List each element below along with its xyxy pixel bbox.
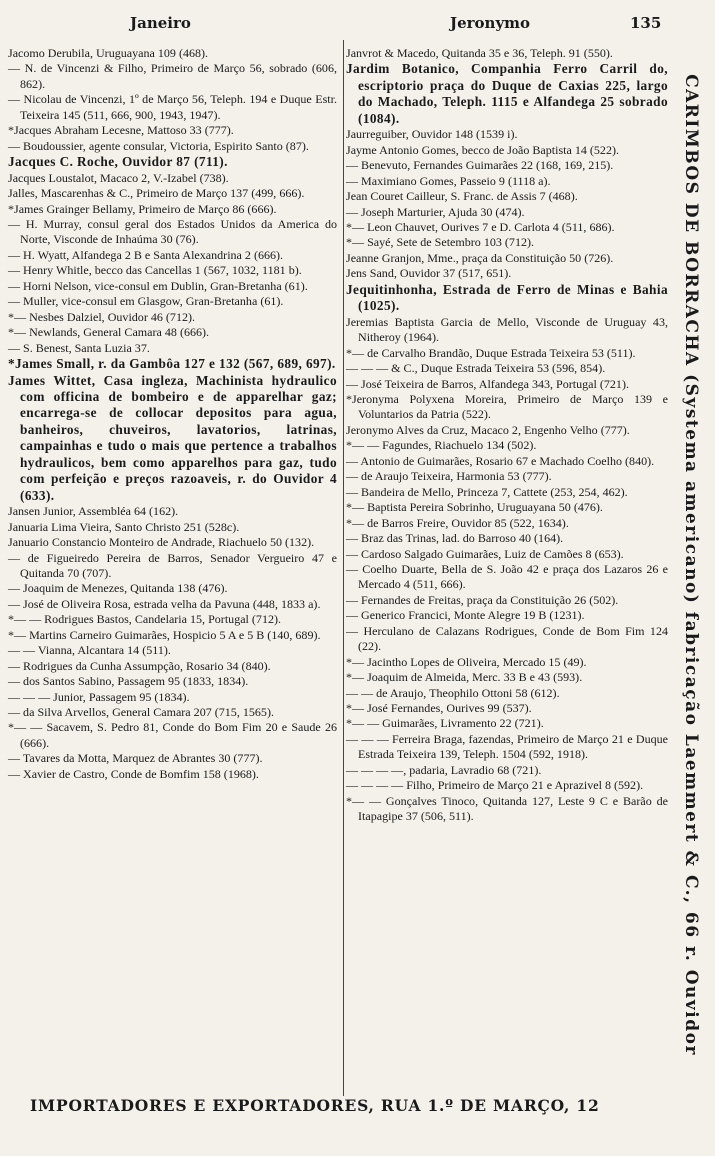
directory-entry: [8, 659, 337, 674]
side-advertisement: [671, 32, 711, 1098]
directory-entry: [8, 310, 337, 325]
entry-text: *— Joaquim de Almeida, Merc. 33 B e 43 (593).: [346, 670, 583, 685]
page-header: [0, 6, 715, 32]
directory-entry: [346, 235, 668, 250]
directory-entry: [346, 346, 668, 361]
directory-entry: [8, 551, 337, 582]
entry-text: Jens Sand, Ouvidor 37 (517, 651).: [346, 266, 512, 281]
directory-entry: [8, 217, 337, 248]
entry-text: — dos Santos Sabino, Passagem 95 (1833, 1834).: [8, 674, 249, 689]
entry-text: — Rodrigues da Cunha Assumpção, Rosario 34 (840).: [8, 658, 271, 673]
entry-text: *James Small, r. da Gambôa 127 e 132 (567, 689, 697).: [8, 356, 336, 372]
directory-entry: [8, 279, 337, 294]
entry-text: *Jeronyma Polyxena Moreira, Primeiro de Março 139 e Voluntarios da Patria (522).: [346, 391, 668, 422]
directory-entry: [346, 377, 668, 392]
directory-entry: [346, 763, 668, 778]
directory-entry: [346, 562, 668, 593]
entry-text: — N. de Vincenzi & Filho, Primeiro de Março 56, sobrado (606, 862).: [8, 61, 337, 91]
directory-entry: [346, 220, 668, 235]
entry-text: — H. Wyatt, Alfandega 2 B e Santa Alexandrina 2 (666).: [8, 247, 284, 262]
entry-text: *— — Gonçalves Tinoco, Quitanda 127, Leste 9 C e Barão de Itapagipe 37 (506, 511).: [346, 793, 668, 824]
directory-entry: [346, 686, 668, 701]
directory-entry: [8, 263, 337, 278]
directory-entry: [8, 767, 337, 782]
directory-entry: [346, 655, 668, 670]
entry-text: — Joseph Marturier, Ajuda 30 (474).: [346, 204, 525, 219]
directory-entry: [8, 535, 337, 550]
directory-entry: [8, 628, 337, 643]
entry-text: — Braz das Trinas, lad. do Barroso 40 (164).: [346, 531, 564, 546]
entry-text: Jeanne Granjon, Mme., praça da Constituição 50 (726).: [346, 250, 614, 265]
entry-text: Janvrot & Macedo, Quitanda 35 e 36, Teleph. 91 (550).: [346, 46, 613, 60]
directory-entry: [346, 61, 668, 127]
entry-text: — Xavier de Castro, Conde de Bomfim 158 (1968).: [8, 766, 259, 781]
entry-text: Januario Constancio Monteiro de Andrade, Riachuelo 50 (132).: [8, 535, 315, 550]
column-divider: [343, 40, 344, 1096]
directory-entry: [346, 423, 668, 438]
entry-text: Jeremias Baptista Garcia de Mello, Visconde de Uruguay 43, Nitheroy (1964).: [346, 314, 668, 345]
entry-text: *— Baptista Pereira Sobrinho, Uruguayana 50 (476).: [346, 500, 603, 515]
directory-entry: [346, 361, 668, 376]
entry-text: — Joaquim de Menezes, Quitanda 138 (476).: [8, 581, 228, 596]
directory-entry: [346, 46, 668, 61]
entry-text: Jalles, Mascarenhas & C., Primeiro de Março 137 (499, 666).: [8, 186, 305, 201]
directory-entry: [346, 794, 668, 825]
entry-text: *— Nesbes Dalziel, Ouvidor 46 (712).: [8, 309, 196, 324]
entry-text: — José de Oliveira Rosa, estrada velha da Pavuna (448, 1833 a).: [8, 596, 321, 611]
entry-text: — — de Araujo, Theophilo Ottoni 58 (612).: [346, 685, 560, 700]
entry-text: James Wittet, Casa ingleza, Machinista hydraulico com officina de bombeiro e de apparelhar gaz; encarrega-se de collocar depositos para agua, banheiros, chuveiros, lavatorios, latrinas, campainhas e tudo o mais que pertence a trabalhos hydraulicos, bem como apparelhos para gaz, tudo com perfeição e preços razoaveis, r. do Ouvidor 4 (633).: [8, 372, 337, 503]
directory-entry: [346, 500, 668, 515]
entry-text: — — — & C., Duque Estrada Teixeira 53 (596, 854).: [346, 361, 606, 376]
entry-text: *— — Sacavem, S. Pedro 81, Conde do Bom Fim 20 e Saude 26 (666).: [8, 720, 337, 750]
directory-entry: [346, 251, 668, 266]
directory-entry: [346, 732, 668, 763]
directory-entry: [346, 547, 668, 562]
entry-text: Jaurreguiber, Ouvidor 148 (1539 i).: [346, 127, 518, 142]
right-column: [346, 46, 668, 825]
left-column: [8, 46, 337, 782]
entry-text: Jansen Junior, Assembléa 64 (162).: [8, 504, 179, 519]
entry-text: — Horni Nelson, vice-consul em Dublin, Gran-Bretanha (61).: [8, 278, 308, 293]
directory-entry: [346, 282, 668, 315]
directory-entry: [8, 154, 337, 170]
directory-entry: [346, 315, 668, 346]
entry-text: — Generico Francici, Monte Alegre 19 B (1231).: [346, 608, 585, 623]
entry-text: — Boudoussier, agente consular, Victoria, Espirito Santo (87).: [8, 138, 309, 153]
entry-text: — Benevuto, Fernandes Guimarães 22 (168, 169, 215).: [346, 158, 614, 173]
directory-entry: [346, 174, 668, 189]
side-banner-text: CARIMBOS DE BORRACHA (Systema americano) fabricação Laemmert & C., 66 r. Ouvidor: [681, 74, 702, 1056]
entry-text: — José Teixeira de Barros, Alfandega 343, Portugal (721).: [346, 376, 629, 391]
directory-entry: [8, 341, 337, 356]
directory-entry: [8, 643, 337, 658]
entry-text: *— de Carvalho Brandão, Duque Estrada Teixeira 53 (511).: [346, 345, 636, 360]
directory-entry: [346, 670, 668, 685]
directory-entry: [8, 325, 337, 340]
entry-text: — H. Murray, consul geral dos Estados Unidos da America do Norte, Visconde de Inhaúma 30 (76).: [8, 216, 337, 247]
entry-text: *— — Rodrigues Bastos, Candelaria 15, Portugal (712).: [8, 612, 282, 627]
directory-entry: [346, 266, 668, 281]
directory-entry: [346, 593, 668, 608]
entry-text: Jacomo Derubila, Uruguayana 109 (468).: [8, 46, 209, 60]
directory-entry: [346, 531, 668, 546]
directory-entry: [346, 701, 668, 716]
entry-text: *— Martins Carneiro Guimarães, Hospicio 5 A e 5 B (140, 689).: [8, 627, 321, 642]
directory-entry: [346, 485, 668, 500]
directory-entry: [8, 674, 337, 689]
entry-text: — da Silva Arvellos, General Camara 207 (715, 1565).: [8, 705, 274, 720]
entry-text: — Henry Whitle, becco das Cancellas 1 (567, 1032, 1181 b).: [8, 263, 302, 278]
entry-text: Jacques C. Roche, Ouvidor 87 (711).: [8, 154, 228, 170]
entry-text: — Herculano de Calazans Rodrigues, Conde de Bom Fim 124 (22).: [346, 623, 668, 654]
directory-entry: [346, 143, 668, 158]
entry-text: — Bandeira de Mello, Princeza 7, Cattete (253, 254, 462).: [346, 484, 628, 499]
entry-text: — Coelho Duarte, Bella de S. João 42 e praça dos Lazaros 26 e Mercado 4 (511, 666).: [346, 561, 668, 592]
directory-entry: [8, 61, 337, 92]
directory-entry: [346, 454, 668, 469]
entry-text: — Fernandes de Freitas, praça da Constituição 26 (502).: [346, 592, 619, 607]
footer-advertisement: IMPORTADORES E EXPORTADORES, RUA 1.º DE MARÇO, 12: [30, 1096, 600, 1115]
directory-entry: [8, 356, 337, 372]
entry-text: Jardim Botanico, Companhia Ferro Carril do, escriptorio praça do Duque de Caxias 225, largo do Machado, Teleph. 1115 e Alfandega 25 sobrado (1084).: [346, 61, 668, 126]
directory-entry: [8, 581, 337, 596]
directory-entry: [346, 778, 668, 793]
directory-entry: [346, 127, 668, 142]
directory-entry: [8, 202, 337, 217]
entry-text: *— Newlands, General Camara 48 (666).: [8, 325, 210, 340]
entry-text: — de Araujo Teixeira, Harmonia 53 (777).: [346, 469, 552, 484]
entry-text: — — — —, padaria, Lavradio 68 (721).: [346, 762, 542, 777]
directory-entry: [346, 469, 668, 484]
directory-entry: [8, 171, 337, 186]
directory-entry: [346, 624, 668, 655]
directory-entry: [346, 608, 668, 623]
directory-entry: [8, 720, 337, 751]
directory-entry: [8, 123, 337, 138]
directory-entry: [8, 186, 337, 201]
directory-entry: [8, 705, 337, 720]
directory-entry: [346, 158, 668, 173]
directory-entry: [346, 392, 668, 423]
entry-text: Jean Couret Cailleur, S. Franc. de Assis 7 (468).: [346, 189, 578, 204]
entry-text: Jacques Loustalot, Macaco 2, V.-Izabel (738).: [8, 170, 229, 185]
entry-text: *— — Fagundes, Riachuelo 134 (502).: [346, 438, 537, 453]
entry-text: Jequitinhonha, Estrada de Ferro de Minas e Bahia (1025).: [346, 281, 668, 314]
directory-entry: [8, 504, 337, 519]
entry-text: *— Jacintho Lopes de Oliveira, Mercado 15 (49).: [346, 654, 587, 669]
directory-entry: [8, 139, 337, 154]
entry-text: — Cardoso Salgado Guimarães, Luiz de Camões 8 (653).: [346, 546, 624, 561]
entry-text: — Nicolau de Vincenzi, 1º de Março 56, Teleph. 194 e Duque Estr. Teixeira 145 (511, 666, 900, 1943, 1947).: [8, 92, 337, 122]
directory-entry: [8, 373, 337, 505]
directory-entry: [8, 92, 337, 123]
directory-entry: [346, 438, 668, 453]
directory-entry: [8, 751, 337, 766]
entry-text: — Maximiano Gomes, Passeio 9 (1118 a).: [346, 173, 551, 188]
entry-text: *— Sayé, Sete de Setembro 103 (712).: [346, 235, 535, 250]
directory-entry: [8, 597, 337, 612]
entry-text: Jeronymo Alves da Cruz, Macaco 2, Engenho Velho (777).: [346, 422, 630, 437]
entry-text: — Tavares da Motta, Marquez de Abrantes 30 (777).: [8, 751, 263, 766]
entry-text: — — — Ferreira Braga, fazendas, Primeiro de Março 21 e Duque Estrada Teixeira 139, Teleph. 1504 (592, 1918).: [346, 731, 668, 762]
entry-text: *— — Guimarães, Livramento 22 (721).: [346, 716, 544, 731]
running-head-month: Janeiro: [130, 14, 191, 32]
directory-entry: [8, 46, 337, 61]
directory-entry: [8, 520, 337, 535]
directory-entry: [8, 612, 337, 627]
directory-entry: [346, 716, 668, 731]
page-number: 135: [630, 14, 662, 32]
entry-text: *James Grainger Bellamy, Primeiro de Março 86 (666).: [8, 201, 277, 216]
entry-text: *— de Barros Freire, Ouvidor 85 (522, 1634).: [346, 515, 569, 530]
entry-text: *— Leon Chauvet, Ourives 7 e D. Carlota 4 (511, 686).: [346, 219, 615, 234]
entry-text: — S. Benest, Santa Luzia 37.: [8, 340, 150, 355]
entry-text: — Antonio de Guimarães, Rosario 67 e Machado Coelho (840).: [346, 453, 655, 468]
directory-entry: [346, 205, 668, 220]
entry-text: Januaria Lima Vieira, Santo Christo 251 (528c).: [8, 519, 240, 534]
entry-text: — Muller, vice-consul em Glasgow, Gran-Bretanha (61).: [8, 294, 284, 309]
directory-entry: [8, 690, 337, 705]
entry-text: — — Vianna, Alcantara 14 (511).: [8, 643, 171, 658]
directory-entry: [8, 248, 337, 263]
running-head-name: Jeronymo: [450, 14, 531, 32]
directory-entry: [346, 516, 668, 531]
entry-text: — — — Junior, Passagem 95 (1834).: [8, 689, 190, 704]
entry-text: — — — — Filho, Primeiro de Março 21 e Aprazivel 8 (592).: [346, 778, 644, 793]
entry-text: Jayme Antonio Gomes, becco de João Baptista 14 (522).: [346, 142, 620, 157]
entry-text: *Jacques Abraham Lecesne, Mattoso 33 (777).: [8, 123, 234, 138]
entry-text: *— José Fernandes, Ourives 99 (537).: [346, 701, 532, 716]
directory-entry: [346, 189, 668, 204]
entry-text: — de Figueiredo Pereira de Barros, Senador Vergueiro 47 e Quitanda 70 (707).: [8, 550, 337, 580]
directory-entry: [8, 294, 337, 309]
